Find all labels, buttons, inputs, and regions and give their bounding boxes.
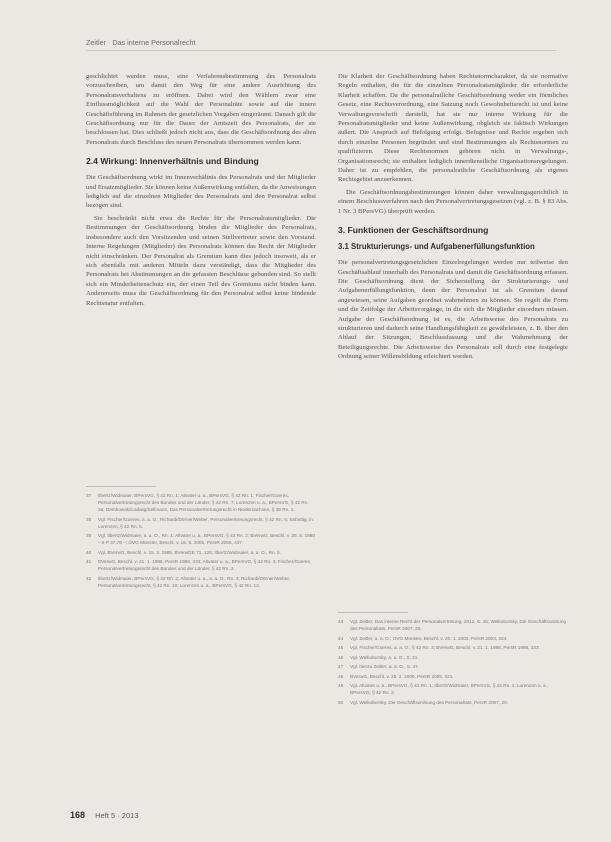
footnote (86, 549, 316, 556)
left-column (86, 72, 316, 311)
footnote-number: 47 (338, 664, 344, 669)
subsection-heading: 3.1 Strukturierungs- und Aufgabenerfüllungsfunktion (338, 242, 535, 252)
footnote (338, 654, 568, 661)
footnote-number: 50 (338, 699, 344, 705)
footnote (86, 516, 316, 530)
footnote-number: 49 (338, 683, 344, 688)
footnote (338, 635, 568, 642)
paragraph: Die Geschäftsordnungsbestimmungen können daher verwaltungsgerichtlich in einem Beschlussverfahren nach den Personalvertretungsgesetzen (vgl. z. B. § 83 Abs. 1 Nr. 3 BPersVG) überprüft werden. (338, 188, 568, 215)
footnote-text: Ilbertz/Widmaier, BPersVG, § 42 Rn. 1; Altvater u. a., BPersVG, § 42 Rn. 1; Fischer/Goeres, Personalvertretungsrecht des Bundes und der Länder, § 42 Rn. 7; Lorenzen u. a., BPersVG, § 42 Rn. 3a; Dembowski/Ladwig/Sellmann, Das Personalvertretungsrecht in Niedersachsen, § 39 Rn. 1. (98, 493, 309, 512)
footnote-text: Vgl. Altvater u. a., BPersVG, § 42 Rn. 1; Ilbertz/Widmaier, BPersVG, § 42 Rn. 1; Lorenzen u. a., BPersVG, § 42 Rn. 2. (350, 683, 549, 695)
footnote-number: 43 (338, 619, 344, 624)
footnote-text: Ilbertz/Widmaier, BPersVG, § 42 Rn. 2; Altvater u. a., a. a. O., Rn. 3; Richardi/Dörner/Weber, Personalvertretungsrecht, § 42 Rn. 10; Lorenzen u. a., BPersVG, § 42 Rn. 13. (98, 575, 290, 588)
page-footer (70, 810, 138, 820)
footnote-text: Vgl. BVerwG, Beschl. v. 15. 3. 1985, BVerwGE 71, 126; Ilbertz/Widmaier, a. a. O., Rn. 5. (98, 549, 282, 555)
footnote-number: 39 (86, 533, 92, 538)
section-heading: 3. Funktionen der Geschäftsordnung (338, 225, 489, 236)
footnote-text: Vgl. Fischer/Goeres, a. a. O.; Richardi/Dörner/Weber, Personalvertretungsrecht, § 42 Rn. 6; Sabottig, in: Lorenzen, § 42 Rn. 5. (98, 516, 315, 529)
page-number: 168 (70, 810, 86, 820)
paragraph: Die Geschäftsordnung wirkt im Innenverhältnis des Personalrats und der Mitglieder und Ersatzmitglieder. Sie können keine Außenwirkung entfalten, da die Anweisungen lediglich auf die einzelnen Mitglieder des Personalrats und den Personalrat selbst bezogen sind. (86, 174, 316, 210)
header-rule (86, 50, 556, 51)
footnote (86, 558, 316, 572)
footnote (86, 492, 316, 513)
footnote-number: 45 (338, 645, 344, 650)
footnote-text: Vgl. Fischer/Goeres, a. a. O., § 42 Rn. 3; BVerwG, Beschl. v. 21. 1. 1998, PersR 1998, 333. (350, 645, 540, 650)
footnote-number: 41 (86, 559, 92, 564)
footnote (338, 673, 568, 680)
footnote-text: BVerwG, Beschl. v. 28. 2. 2005, PersR 2005, 321. (350, 673, 454, 679)
footnote-rule (86, 486, 156, 487)
footnote-text: Vgl. Welkoborsky, Die Geschäftsordnung des Personalrats, PersR 2007, 20. (350, 699, 508, 705)
footnote-text: BVerwG, Beschl. v. 21. 1. 1998, PersR 1998, 333; Altvater u. a., BPersVG, § 42 Rn. 3; Fischer/Goeres, Personalvertretungsrecht des Bundes und der Länder, § 42 Rn. 2. (98, 559, 312, 571)
footnote-text: Vgl. Ilbertz/Widmaier, a. a. O., Rn. 1; Altvater u. a., BPersVG, § 42 Rn. 2; BVerwG, Beschl. v. 25. 8. 1980 – 6 P 37.78 –; OVG Münster, Beschl. v. 16. 5. 2005, PersR 2005, 437. (98, 533, 315, 545)
footnote (338, 644, 568, 651)
footnote-number: 48 (338, 673, 344, 679)
footnote (338, 663, 568, 670)
footnote-number: 40 (86, 549, 92, 555)
footnote (338, 699, 568, 706)
issue-label: Heft 5 · 2013 (95, 811, 139, 820)
section-heading: 2.4 Wirkung: Innenverhältnis und Bindung (86, 156, 259, 167)
footnote-number: 42 (86, 575, 92, 581)
footnote-number: 44 (338, 635, 344, 641)
footnote-number: 46 (338, 654, 344, 660)
footnote-text: Vgl. hierzu Zeitler, a. a. O., S. 47. (350, 664, 420, 669)
paragraph: geschlichtet werden muss, eine Verfahrensbestimmung des Personalrats vorzuschreiben, um damit den Weg für eine andere Ausrichtung des Personalratsverhaltens zu eröffnen. Dabei wird den Wählern zwar eine Einflussmöglichkeit auf die Wahl der Personalräte sowie auf die innere Geschäftsführung im Rahmen der gesetzlichen Vorgaben eingeräumt. Danach gilt die Geschäftsordnung nur für die Dauer der Amtszeit des Personalrats, der sie beschlossen hat. Dies schließt jedoch nicht aus, dass die Geschäftsordnung des alten Personalrats durch Beschluss des neuen Personalrats übernommen werden kann. (86, 73, 316, 146)
paragraph: Sie beschränkt nicht etwa die Rechte für die Personalratsmitglieder. Die Bestimmungen der Geschäftsordnung binden die Mitglieder des Personalrats, insbesondere auch den Vorsitzenden und seinen Stellvertreter sowie den Vorstand. Interne Regelungen (Mitglieder) des Personalrats können das Recht der Mitglieder nicht einschränken. Der Personalrat als Gremium kann dies jedoch insoweit, als er sich ebenfalls mit anderen Mitteln dazu verständigt, dass die Mitglieder des Personalrats bei Abstimmungen an die gefassten Beschlüsse gebunden sind. So stellt sich ein Minderheitenschutz ein, der einen Teil des Gremiums nicht binden kann. Andererseits muss die Geschäftsordnung für den Personalrat selbst keine bindende Rechtsnatur entfalten. (86, 214, 316, 307)
footnotes-right (338, 618, 568, 708)
footnote-number: 37 (86, 493, 92, 498)
right-column (338, 72, 568, 365)
running-head: Zeitler · Das interne Personalrecht (86, 38, 196, 47)
footnote (86, 532, 316, 546)
footnotes-left (86, 492, 316, 591)
paragraph: Die Klarheit der Geschäftsordnung haben Rechtsnormcharakter, da sie normative Regeln enthalten, die für die einzelnen Personalratsmitglieder die erforderliche Klarheit schaffen. Da die personalratliche Geschäftsordnung weder ein förmliches Gesetz, eine Rechtsverordnung, eine Satzung noch Gewohnheitsrecht ist und keine Verwaltungsvorschrift darstellt, hat sie nur interne Wirkung für die Personalratsmitglieder und keine Außenwirkung, obgleich sie faktisch Wirkungen äußert. Die Anspruch auf Befolgung erfolgt. Befugnisse und Rechte ergeben sich durch einzelne Personen begründet und sind Bestimmungen als Rechtsnormen zu qualifizieren. Diese Rechtsnormen gehören nicht in Verwaltungs-, Organisationsrecht; sie enthalten lediglich innerdienstliche Organisationsregelungen. Daher ist zu empfehlen, die personalratliche Geschäftsordnung als eigenes Rechtsgebiet anzuerkennen. (338, 73, 568, 184)
footnote-text: Vgl. Zeitler, Das interne Recht der Personalvertretung, 2012, S. 45; Welkoborsky, Die Geschäftsordnung des Personalrats, PersR 2007, 20. (350, 619, 567, 631)
paragraph: Die personalvertretungsgesetzlichen Einzelregelungen werden nur teilweise den Geschäftsablauf innerhalb des Personalrats und damit die Geschäftsordnung erfassen. Die Geschäftsordnung dient der Sicherstellung der Strukturierungs- und Aufgabenerfüllungsfunktion, denn der Personalrat ist als Gremium darauf angewiesen, seine Aufgaben geordnet wahrnehmen zu können. Sie regelt die Form und die Zeitfolge der Arbeitsvorgänge, in die sich die Mitglieder einordnen müssen. Aufgabe der Geschäftsordnung ist es, die Arbeitsweise des Personalrats zu strukturieren und dadurch seine Handlungsfähigkeit zu gewährleisten, z. B. über den Ablauf der Sitzungen, Beschlussfassung und die Wahrnehmung der Beteiligungsrechte. Die Arbeitsweise des Personalrats soll durch eine festgelegte Ordnung seiner Willensbildung erleichtert werden. (338, 259, 568, 361)
footnote-number: 38 (86, 516, 92, 522)
footnote (338, 618, 568, 632)
footnote (86, 575, 316, 589)
footnote-text: Vgl. Welkoborsky, a. a. O., S. 21. (350, 654, 419, 660)
footnote (338, 682, 568, 696)
footnote-text: Vgl. Zeitler, a. a. O.; OVG Münster, Beschl. v. 20. 1. 2003, PersR 2003, 324. (350, 635, 508, 641)
footnote-rule (338, 612, 408, 613)
